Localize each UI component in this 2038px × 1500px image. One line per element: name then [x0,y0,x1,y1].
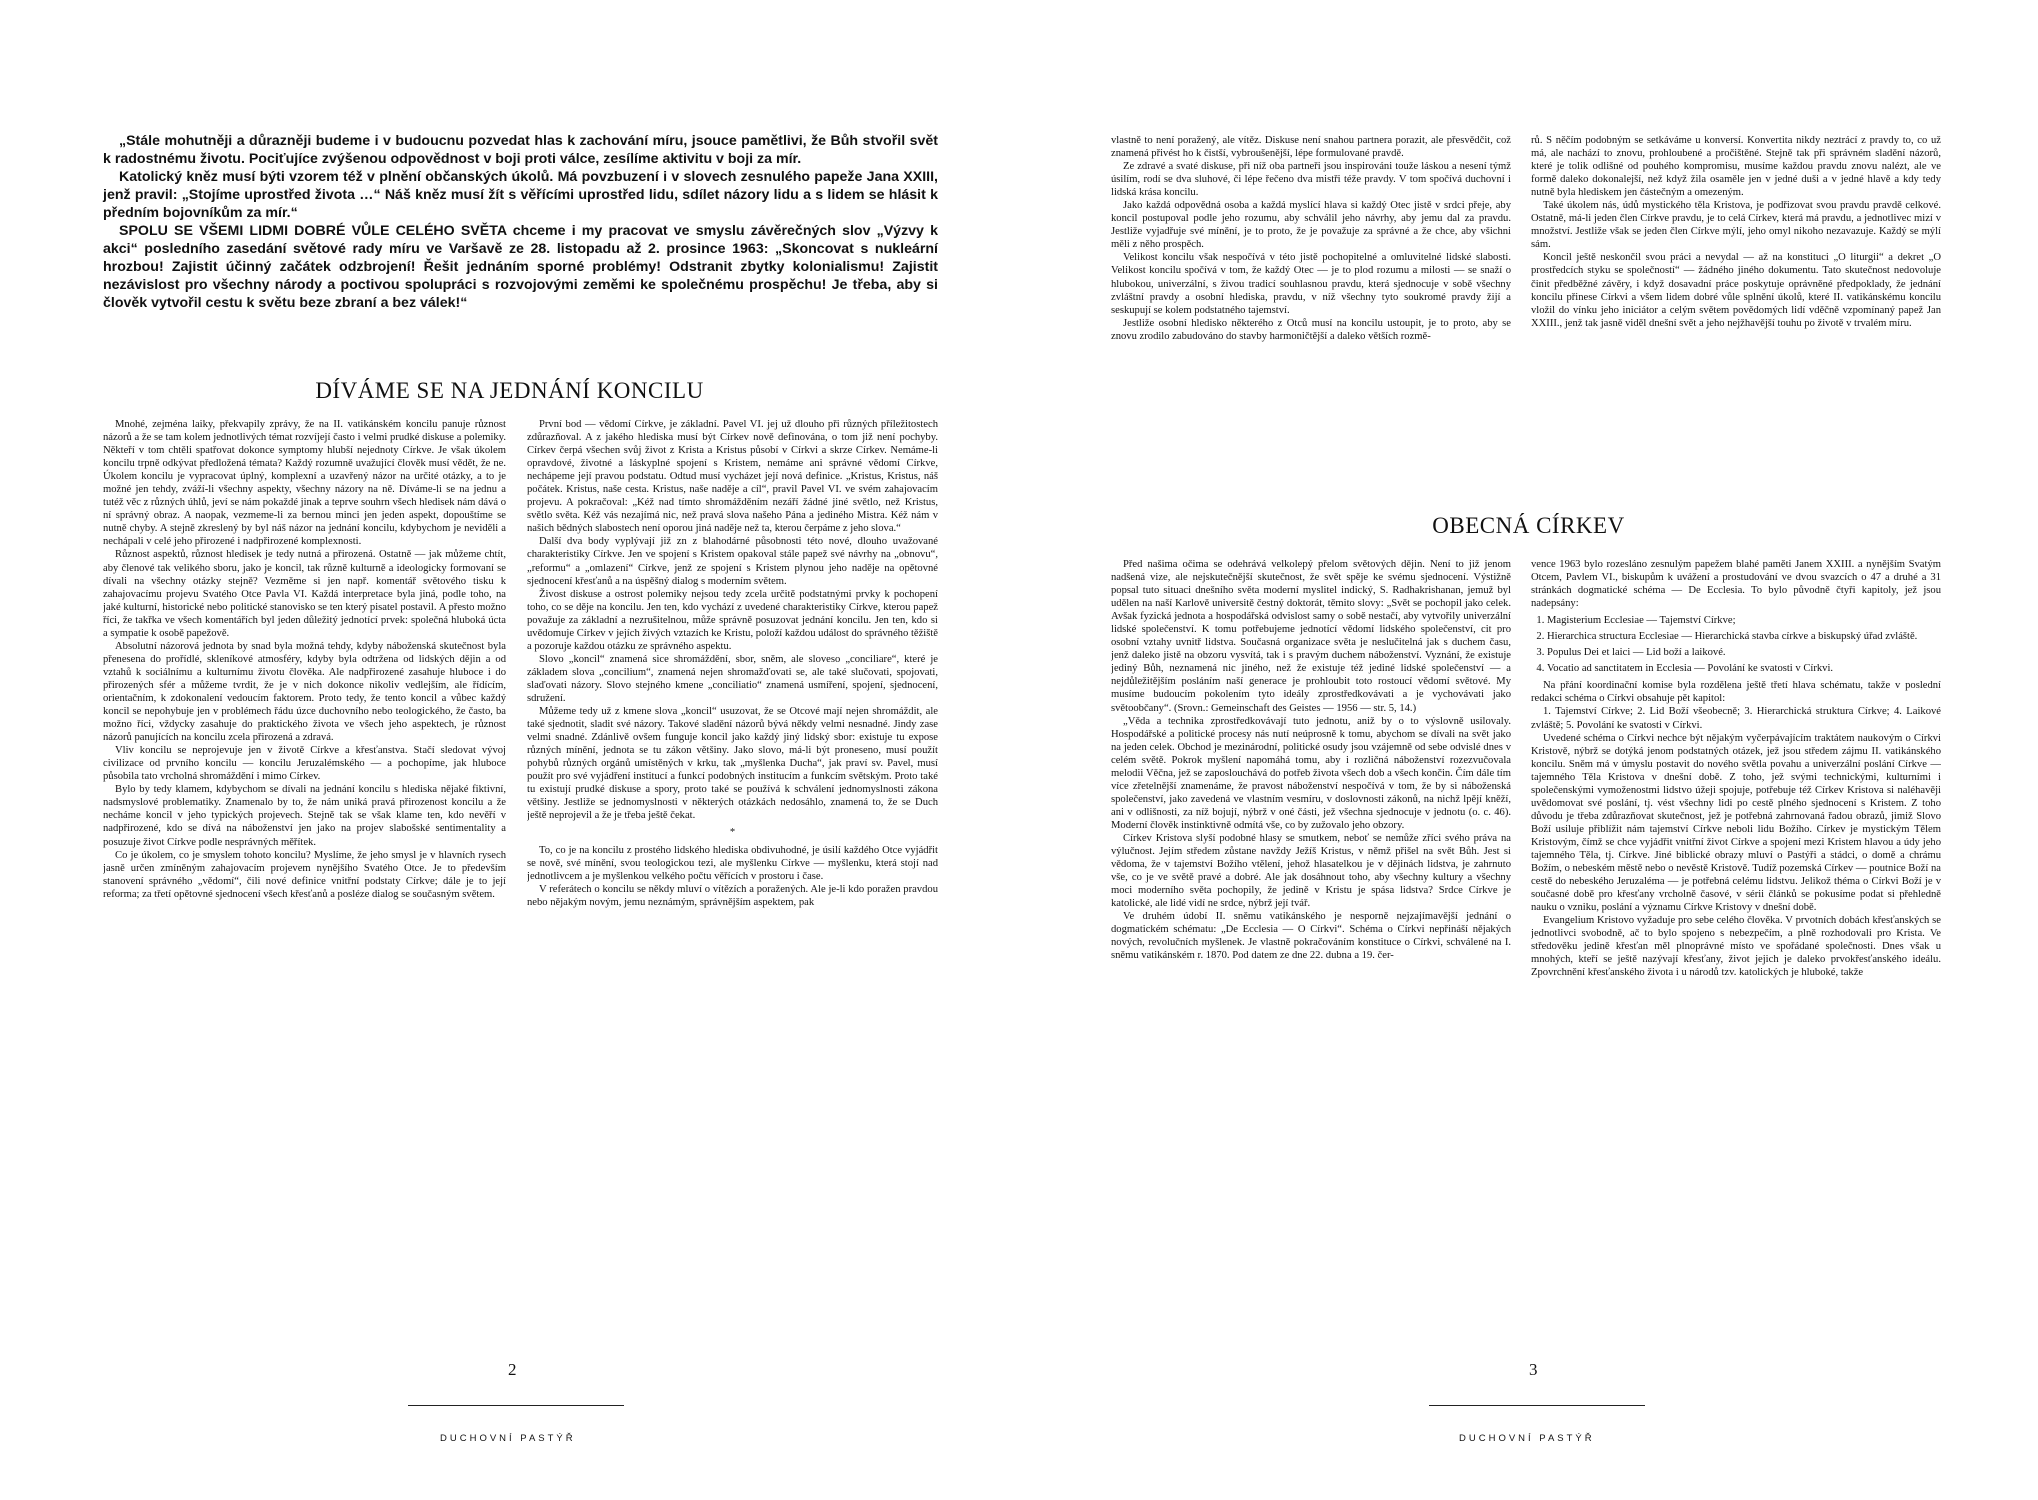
page-number: 3 [1529,1360,1538,1379]
paragraph: To, co je na koncilu z prostého lidského hlediska obdivuhodné, je úsilí každého Otce vyjádřit se nově, své mínění, svou teologickou tezi, ale myšlenku Církve — myšlenku, která stojí nad jednotlivcem a je myšlenkou velkého počtu věřících v prostoru i čase. [527,844,938,882]
paragraph: rů. S něčím podobným se setkáváme u konversí. Konvertita nikdy neztrácí z pravdy to, co už má, ale nachází to znovu, prohloubené a pročištěné. Stejně tak při správném sladění názorů, které je tolik odlišné od pouhého kompromisu, musíme každou pravdu znovu nalézt, ale ve formě daleko dokonalejší, než když žila osaměle jen v jedné duši a v jedné hlavě a kdy tedy nutně byla hlediskem jen částečným a omezeným. [1531,135,1941,199]
chapter-list [1531,614,1941,675]
paragraph: Živost diskuse a ostrost polemiky nejsou tedy zcela určitě podstatnými prvky k pochopení toho, co se děje na koncilu. Jen ten, kdo vychází z uvedené charakteristiky Církve, kterou papež považuje za základní a nezrušitelnou, může správně posuzovat jednání koncilu. Jen ten, kdo si uvědomuje Církev v jejích živých vztazích ke Kristu, položí každou událost do správného těžiště a pozoruje každou otázku ze správného aspektu. [527,588,938,652]
lead-paragraph: Katolický kněz musí býti vzorem též v plnění občanských úkolů. Má povzbuzení i v slovech zesnulého papeže Jana XXIII, jenž pravil: „Stojíme uprostřed života …“ Náš kněz musí žít s věřícími uprostřed lidu, sdílet názory lidu a s lidem se hlásit k předním bojovníkům za mír.“ [103,169,938,221]
list-item: 2. Hierarchica structura Ecclesiae — Hierarchická stavba církve a biskupský úřad zvláště. [1547,630,1941,643]
paragraph: Uvedené schéma o Církvi nechce být nějakým vyčerpávajícím traktátem naukovým o Církvi Kristově, nýbrž se dotýká jenom podstatných otázek, jež jsou středem zájmu II. vatikánského koncilu. Sněm má v úmyslu postavit do nového světla povahu a univerzální poslání Církve — tajemného Těla Kristova v dnešní době. Z toho, jež svými technickými, kulturními i společenskými vymoženostmi lidstvo úžeji spojuje, potřebuje též Církev Kristova si naléhavěji uvědomovat své poslání, tj. vést všechny lidi po cestě plného sjednocení s Kristem. Z toho důvodu je třeba zdůrazňovat skutečnost, jež je potřebná zahrnovaná řadou obrazů, jimiž Slovo Boží usiluje přiblížit nám tajemství Církve neboli lidu Božího. Církev je mystickým Tělem Kristovým, čímž se chce vyjádřit vnitřní život Církve a spojení mezi Kristem hlavou a údy jeho tajemného Těla, tj. Církve. Jiné biblické obrazy mluví o Pastýři a stádci, o domě a chrámu Božím, o nebeském městě nebo o nevěstě Kristově. Tudíž pozemská Církev — poutnice Boží na cestě do nebeského Jeruzaléma — je potřebná celému lidstvu. Jelikož théma o Církvi Boží je v současné době pro křesťany vrcholně časové, v sérii článků se pokusíme podat si přehledně nauku o vzniku, poslání a významu Církve Kristovy v dnešní době. [1531,732,1941,914]
paragraph: Jestliže osobní hledisko některého z Otců musí na koncilu ustoupit, je to proto, aby se znovu zrodilo zabudováno do stavby harmoničtější a daleko větších rozmě- [1111,317,1511,342]
paragraph: 1. Tajemství Církve; 2. Lid Boží všeobecně; 3. Hierarchická struktura Církve; 4. Laikové zvláště; 5. Povolání ke svatosti v Církvi. [1531,706,1941,731]
paragraph: Velikost koncilu však nespočívá v této jistě pochopitelné a omluvitelné lidské slabosti. Velikost koncilu spočívá v tom, že každý Otec — je to plod rozumu a milosti — se snaží o hlubokou, univerzální, s živou tradicí souhlasnou pravdu, která sjednocuje v sobě všechny zvláštní pravdy a osobní hlediska, pravdu, v níž všechny tyto soukromé pravdy žijí a seskupují se kolem podstatného tajemství. [1111,252,1511,316]
paragraph: vence 1963 bylo rozesláno zesnulým papežem blahé paměti Janem XXIII. a nynějším Svatým Otcem, Pavlem VI., biskupům k uvážení a prostudování ve dvou svazcích o 47 a druhé a 31 stránkách dogmatické schéma — De Ecclesia. To bylo původně čtyři kapitoly, jež jsou nadepsány: [1531,559,1941,610]
paragraph: První bod — vědomí Církve, je základní. Pavel VI. jej už dlouho při různých příležitostech zdůrazňoval. A z jakého hlediska musí být Církev nově definována, o tom již není pochyby. Církev čerpá všechen svůj život z Krista a Kristus působí v Církvi a skrze Církev. Nemáme-li opravdové, životné a láskyplné spojení s Kristem, nemáme ani správné vědomí Církve, nechápeme její pravou podstatu. Odtud musí vycházet její nová definice. „Kristus, Kristus, náš počátek. Kristus, naše cesta. Kristus, naše naděje a cíl“, pravil Pavel VI. ve svém zahajovacím projevu. A pokračoval: „Kéž nad tímto shromážděním nezáří žádné jiné světlo, než Kristus, světlo světa. Kéž vás nezajímá nic, než pravá slova našeho Pána a jediného Mistra. Kéž nám v našich bědných slabostech není oporou jiná naděje než ta, kterou čerpáme z jeho slova.“ [527,419,938,535]
paragraph: Slovo „koncil“ znamená sice shromáždění, sbor, sněm, ale sloveso „conciliare“, které je základem slova „concilium“, znamená nejen shromažďovati se, ale také slučovati, spojovati, slaďovati názory. Slovo stejného kmene „conciliatio“ znamená usmíření, spojení, sjednocení, sdružení. [527,653,938,704]
paragraph: V referátech o koncilu se někdy mluví o vítězích a poražených. Ale je-li kdo poražen pravdou nebo nějakým novým, jemu neznámým, správnějším aspektem, pak [527,883,938,908]
paragraph: Co je úkolem, co je smyslem tohoto koncilu? Myslíme, že jeho smysl je v hlavních rysech jasně určen zmíněným zahajovacím projevem nynějšího Svatého Otce. Je to především stanovení správného „vědomí“, čili nové definice vnitřní podstaty Církve; dále je to její reforma; za třetí opětovné sjednocení všech křesťanů a posléze dialog se současným světem. [103,849,506,900]
text-column-left-1 [103,418,506,1343]
page-right [1019,0,2038,1500]
paragraph: Před našima očima se odehrává velkolepý přelom světových dějin. Není to již jenom nadšená vize, ale nejskutečnější skutečnost, že svět spěje ke svému sjednocení. Výstižně popsal tuto situaci dnešního světa moderní myslitel indický, S. Radhakrishanan, jemuž byl udělen na naší Karlově universitě čestný doktorát, těmito slovy: „Svět se pochopil jako celek. Avšak fyzická jednota a hospodářská odvislost samy o sobě nestačí, aby vytvořily univerzální lidské společenství. K tomu potřebujeme jednotící vědomí lidského společenství, cit pro osobní vztahy uvnitř lidstva. Současná organizace světa je neslučitelná jak s duchem času, jenž daleko jistě na obzoru vysvítá, tak i s pravým duchem náboženství. Vyznání, že existuje jediný Bůh, neznamená nic jiného, než že existuje též jediné lidské společenství — a nejdůležitějším posláním naší generace je prohloubit toto rostoucí vědomí světové. My musíme budoucím pokolením tyto ideály zprostředkovávati a je vychovávati jako světoobčany“. (Srovn.: Gemeinschaft des Geistes — 1956 — str. 5, 14.) [1111,559,1511,714]
paragraph: „Věda a technika zprostředkovávají tuto jednotu, aniž by o to výslovně usilovaly. Hospodářské a politické procesy nás nutí neúprosně k tomu, abychom se dívali na svět jako na jeden celek. Obchod je mezinárodní, politické osudy jsou vzájemně od sebe odvislé dnes v celém světě. Pokrok myšlení napomáhá tomu, aby i rozličná náboženství rozezvučovala melodii Věčna, jež se zaposlouchává do potřeb života všech dob a všech končin. Čím dále tím více zřetelnější znamenáme, že pravost náboženství nespočívá v tom, že by si náboženská společenství, jako zavedená ve vlastním vesmíru, v doslovnosti zákonů, na nichž lpějí kněží, ani v odlišnosti, za níž bojují, nýbrž v oné části, jež všechna sjednocuje v jednotu (o. c. 46). Moderní člověk instinktivně odmítá vše, co by zužovalo jeho obzory. [1111,715,1511,831]
running-footer: DUCHOVNÍ PASTÝŘ [1459,1433,1595,1444]
paragraph: Bylo by tedy klamem, kdybychom se dívali na jednání koncilu s hlediska nějaké fiktivní, nadsmyslové problematiky. Znamenalo by to, že nám uniká pravá přirozenost koncilu a že necháme koncil v jeho typických projevech. Stejně tak se však klame ten, kdo nevěří v nadpřirozené, kdo se dívá na náboženství jen jako na projev slabošské sentimentality a posuzuje život Církve podle nesprávných měřítek. [103,784,506,848]
text-column-right-2 [1531,134,1941,509]
text-column-right-4 [1531,558,1941,1343]
paragraph: Jako každá odpovědná osoba a každá myslící hlava si každý Otec jistě v srdci přeje, aby koncil postupoval podle jeho rozumu, aby schválil jeho návrhy, aby jemu dal za pravdu. Jestliže vyjadřuje své mínění, je to proto, že je považuje za správné a že chce, aby všichni měli z něho prospěch. [1111,200,1511,251]
paragraph: vlastně to není poražený, ale vítěz. Diskuse není snahou partnera porazit, ale přesvědčit, což znamená přivést ho k čistší, vybroušenější, lépe formulované pravdě. [1111,135,1511,160]
paragraph: Koncil ještě neskončil svou práci a nevydal — až na konstituci „O liturgii“ a dekret „O prostředcích styku se společností“ — žádného jiného dokumentu. Tato skutečnost nedovoluje činit předběžné závěry, i když dosavadní práce poskytuje oprávněné předpoklady, že jednání koncilu přinese Církvi a všem lidem dobré vůle splnění úkolů, které II. vatikánskému koncilu vložil do vínku jeho iniciátor a celým světem povědomých lidí vděčně vzpomínaný papež Jan XXIII., jenž tak jasně viděl dnešní svět a jeho nejžhavější touhu po životě v trvalém míru. [1531,252,1941,329]
paragraph: Absolutní názorová jednota by snad byla možná tehdy, kdyby náboženská skutečnost byla přenesena do prořídlé, skleníkové atmosféry, kdyby byla odtržena od lidských dějin a od vztahů k sociálnímu a kulturnímu životu člověka. Ale nadpřirozené zasahuje hluboce i do přirozených sfér a můžeme tvrdit, že je v nich dokonce nikoliv vedlejším, ale řídícím, orientačním, k zdokonalení vedoucím faktorem. Proto tedy, že tento koncil a vůbec každý koncil se nepohybuje jen v problémech řádu úzce duchovního nebo teologického, že často, ba možno říci, vždycky zasahuje do praktického života ve všech jeho aspektech, je různost názorů panujících na koncilu zcela přirozená a zdravá. [103,640,506,744]
footer-rule [1429,1405,1645,1406]
text-column-left-2 [527,418,938,1343]
footer-rule [408,1405,624,1406]
lead-paragraph: SPOLU SE VŠEMI LIDMI DOBRÉ VŮLE CELÉHO SVĚTA chceme i my pracovat ve smyslu závěrečných slov „Výzvy k akci“ posledního zasedání světové rady míru ve Varšavě ze 28. listopadu až 2. prosince 1963: „Skoncovat s nukleární hrozbou! Zajistit účinný začátek odzbrojení! Řešit jednáním sporné problémy! Odstranit zbytky kolonialismu! Zajistit nezávislost pro všechny národy a poctivou spolupráci s rozvojovými zeměmi ke společnému prospěchu! Je třeba, aby si člověk vytvořil cestu k světu beze zbraní a bez válek!“ [103,223,938,311]
article-title: OBECNÁ CÍRKEV [1432,513,1625,538]
article-title: DÍVÁME SE NA JEDNÁNÍ KONCILU [315,378,704,403]
running-footer: DUCHOVNÍ PASTÝŘ [440,1433,576,1444]
paragraph: Další dva body vyplývají již zn z blahodárné působnosti této nové, dlouho uvažované charakteristiky Církve. Jen ve spojení s Kristem opakoval stále papež své návrhy na „obnovu“, „reformu“ a „omlazení“ Církve, jenž ze spojení s Kristem plynou jeho naděje na opětovné sjednocení křesťanů a na úspěšný dialog s moderním světem. [527,536,938,587]
list-item: 1. Magisterium Ecclesiae — Tajemství Církve; [1547,614,1941,627]
paragraph: Také úkolem nás, údů mystického těla Kristova, je podřizovat svou pravdu pravdě celkové. Ostatně, má-li jeden člen Církve pravdu, je to celá Církev, která má pravdu, a jednotlivec mizí v množství. Jestliže však se jeden člen Církve mýlí, jeho omyl nikoho nezavazuje. Každý se mýlí sám. [1531,200,1941,251]
lead-paragraph: „Stále mohutněji a důrazněji budeme i v budoucnu pozvedat hlas k zachování míru, jsouce pamětlivi, že Bůh stvořil svět k radostnému životu. Pociťujíce zvýšenou odpovědnost v boji proti válce, zesílíme aktivitu v boji za mír. [103,133,938,167]
paragraph: Církev Kristova slyší podobné hlasy se smutkem, neboť se nemůže zříci svého práva na výlučnost. Jejím středem zůstane navždy Ježíš Kristus, v němž přišel na svět Bůh. Jest si vědoma, že v tajemství Božího vtělení, jehož hlasatelkou je v dějinách lidstva, je zahrnuto vše, co je ve světě pravé a dobré. Ale jak dosáhnout toho, aby všechny kultury a všechny moci moderního světa pochopily, že jedině v Kristu je spása lidstva? Srdce Církve je katolické, ale lidé vidí ne srdce, nýbrž její tvář. [1111,832,1511,910]
paragraph: Evangelium Kristovo vyžaduje pro sebe celého člověka. V prvotních dobách křesťanských se jednotlivci svobodně, ač to bylo spojeno s nebezpečím, a plně rozhodovali pro Krista. Ve středověku jedině křesťan měl plnoprávné místo ve spořádané společnosti. Dnes však u mnohých, kteří se ještě nazývají křesťany, život jejich je daleko prvokřesťanského ideálu. Zpovrchnění křesťanského života i u národů tzv. katolických je hluboké, takže [1531,915,1941,979]
paragraph: Různost aspektů, různost hledisek je tedy nutná a přirozená. Ostatně — jak můžeme chtít, aby členové tak velikého sboru, jako je koncil, tak různě kulturně a ideologicky formovaní se dívali na všechny otázky stejně? Vezměme si jen např. komentář světového tisku k zahajovacímu projevu Svatého Otce Pavla VI. Každá interpretace byla jiná, podle toho, na jaké kulturní, historické nebo politické stanovisko se ten který pisatel postavil. A přesto možno říci, že takřka ve všech komentářích byl jeden důležitý jednotící prvek: společná hluboká úcta a sympatie k osobě papežově. [103,549,506,639]
paragraph: Mnohé, zejména laiky, překvapily zprávy, že na II. vatikánském koncilu panuje různost názorů a že se tam kolem jednotlivých témat rozvíjejí často i velmi prudké diskuse a polemiky. Někteří v tom chtěli spatřovat dokonce symptomy hlubší nejednoty Církve. Je však úkolem koncilu trpně odkývat předložená témata? Každý rozumně uvažující člověk musí vědět, že ne. Úkolem koncilu je vypracovat úplný, komplexní a uzavřený názor na určité otázky, a to je možné jen tehdy, zváží-li všechny aspekty, všechny názory na ně. Díváme-li se na jednu a tutéž věc z různých úhlů, jeví se nám pokaždé jinak a teprve souhrn všech hledisek nám dává o ní správný obraz. A naopak, vezmeme-li za bernou minci jen jeden aspekt, dopouštíme se nutně chyby. A stejně zkreslený by byl náš názor na jednání koncilu, kdybychom je neviděli a nechápali v celé jeho přirozené i nadpřirozené komplexnosti. [103,419,506,548]
text-column-right-1 [1111,134,1511,464]
paragraph: Ze zdravé a svaté diskuse, při níž oba partneři jsou inspirováni touže láskou a nesení týmž úsilím, rodí se dva sluhové, či lépe řečeno dva mistři téže pravdy. V tom spočívá duchovní i lidská krása koncilu. [1111,161,1511,199]
page-number: 2 [508,1360,517,1379]
list-item: 4. Vocatio ad sanctitatem in Ecclesia — Povolání ke svatosti v Církvi. [1547,662,1941,675]
paragraph: Můžeme tedy už z kmene slova „koncil“ usuzovat, že se Otcové mají nejen shromáždit, ale také sjednotit, sladit své názory. Takové sladění názorů bývá někdy velmi nesnadné. Jindy zase velmi snadné. Zdánlivě ovšem funguje koncil jako každý jiný lidský sbor: existuje tu expose různých mínění, jednota se tu zákon většiny. Jako slovo, má-li být proneseno, musí použít pohybů různých orgánů umístěných v krku, tak „myšlenka Ducha“, jak praví sv. Pavel, musí použít pro své vyjádření institucí a funkcí podobných institucím a funkcím světským. Proto také tu existují prudké diskuse a spory, proto také se používá k schválení jednomyslnosti zákona většiny. Jestliže se jednomyslnosti v některých otázkách nedosáhlo, znamená to, že se Duch ještě neprojevil a že je třeba ještě čekat. [527,706,938,822]
lead-paragraph-block [103,132,938,312]
list-item: 3. Populus Dei et laici — Lid boží a laikové. [1547,646,1941,659]
text-column-right-3 [1111,558,1511,1343]
paragraph: Ve druhém údobí II. sněmu vatikánského je nesporně nejzajímavější jednání o dogmatickém schématu: „De Ecclesia — O Církvi“. Schéma o Církvi nepřináší nějakých nových, revolučních myšlenek. Je vlastně pokračováním konstituce o Církvi, schválené na I. sněmu vatikánském r. 1870. Pod datem ze dne 22. dubna a 19. čer- [1111,911,1511,962]
paragraph: Vliv koncilu se neprojevuje jen v životě Církve a křesťanstva. Stačí sledovat vývoj civilizace od prvního koncilu — koncilu Jeruzalémského — a pochopíme, jak hluboce působila tato vrcholná shromáždění i mimo Církev. [103,745,506,783]
section-separator: * [729,827,736,839]
paragraph: Na přání koordinační komise byla rozdělena ještě třetí hlava schématu, takže v poslední redakci schéma o Církvi obsahuje pět kapitol: [1531,680,1941,705]
